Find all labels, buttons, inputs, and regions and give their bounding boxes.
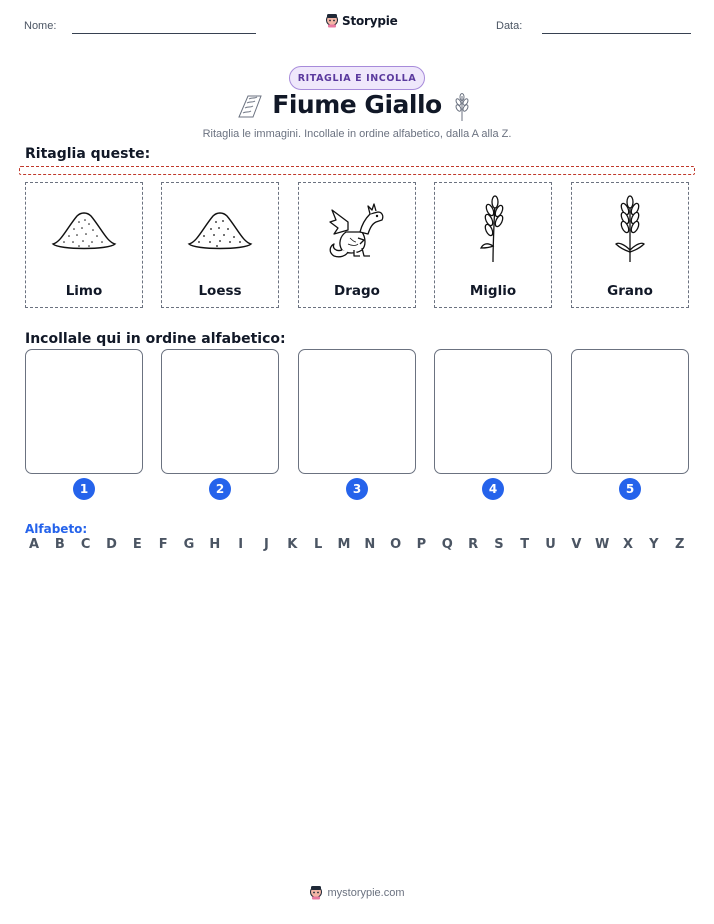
wheat-icon (610, 194, 650, 264)
paste-section-label: Incollale qui in ordine alfabetico: (25, 331, 286, 347)
cut-card-grano[interactable] (571, 182, 689, 308)
alphabet-letter: H (209, 537, 221, 552)
activity-badge: RITAGLIA E INCOLLA (289, 66, 425, 90)
date-label: Data: (496, 20, 523, 32)
silt-pile-icon (49, 204, 119, 254)
alphabet-letter: E (132, 537, 142, 552)
alphabet-letter: B (54, 537, 65, 552)
date-line[interactable] (542, 33, 691, 34)
paste-slot-5[interactable] (571, 349, 689, 474)
slot-number-5: 5 (619, 478, 641, 500)
alphabet-letter: P (416, 537, 427, 552)
alphabet-letter: M (337, 537, 351, 552)
cut-card-loess[interactable] (161, 182, 279, 308)
card-label: Grano (607, 283, 653, 299)
millet-icon (473, 194, 513, 264)
dragon-icon (326, 198, 388, 260)
cut-card-drago[interactable] (298, 182, 416, 308)
alphabet-letter: G (183, 537, 195, 552)
paste-slot-1[interactable] (25, 349, 143, 474)
slot-number-4: 4 (482, 478, 504, 500)
alphabet-letter: N (364, 537, 376, 552)
paste-slot-4[interactable] (434, 349, 552, 474)
card-label: Limo (65, 283, 103, 299)
slot-number-3: 3 (346, 478, 368, 500)
footer-url[interactable]: mystorypie.com (327, 886, 405, 899)
alphabet-letter: U (545, 537, 556, 552)
cut-card-miglio[interactable] (434, 182, 552, 308)
paste-slot-3[interactable] (298, 349, 416, 474)
alphabet-letter: I (238, 537, 244, 552)
card-label: Loess (198, 283, 242, 299)
cut-card-limo[interactable] (25, 182, 143, 308)
alphabet-letter: W (595, 537, 610, 552)
page-title: Fiume Giallo (272, 90, 442, 119)
storypie-mascot-icon (309, 885, 323, 900)
card-label: Drago (334, 283, 380, 299)
alphabet-letter: C (80, 537, 91, 552)
instructions: Ritaglia le immagini. Incollale in ordine alfabetico, dalla A alla Z. (202, 128, 512, 140)
grain-icon (451, 92, 473, 122)
footer (0, 885, 714, 900)
slot-number-2: 2 (209, 478, 231, 500)
card-label: Miglio (469, 283, 517, 299)
alphabet-letter: Y (649, 537, 659, 552)
brand-name: Storypie (342, 13, 398, 28)
alphabet-letter: V (571, 537, 582, 552)
loess-pile-icon (185, 204, 255, 254)
name-line[interactable] (72, 33, 256, 34)
name-label: Nome: (24, 20, 57, 32)
alphabet-letter: L (313, 537, 323, 552)
alphabet-letter: F (158, 537, 168, 552)
cut-line (19, 166, 695, 175)
alphabet-letter: R (468, 537, 479, 552)
alphabet-letter: A (28, 537, 40, 552)
storypie-mascot-icon (325, 13, 339, 28)
slot-number-1: 1 (73, 478, 95, 500)
alphabet-letter: Q (441, 537, 453, 552)
alphabet-letter: Z (674, 537, 685, 552)
alphabet-letter: D (106, 537, 117, 552)
alphabet-letter: S (494, 537, 504, 552)
cut-section-label: Ritaglia queste: (25, 146, 151, 162)
alphabet-label: Alfabeto: (25, 522, 88, 536)
alphabet-letter: T (520, 537, 530, 552)
alphabet-letter: K (287, 537, 298, 552)
paste-slot-2[interactable] (161, 349, 279, 474)
alphabet-letter: J (264, 537, 269, 552)
alphabet-letter: X (623, 537, 634, 552)
brand-logo (325, 13, 398, 28)
alphabet-letter: O (390, 537, 402, 552)
alphabet-row (25, 537, 689, 552)
